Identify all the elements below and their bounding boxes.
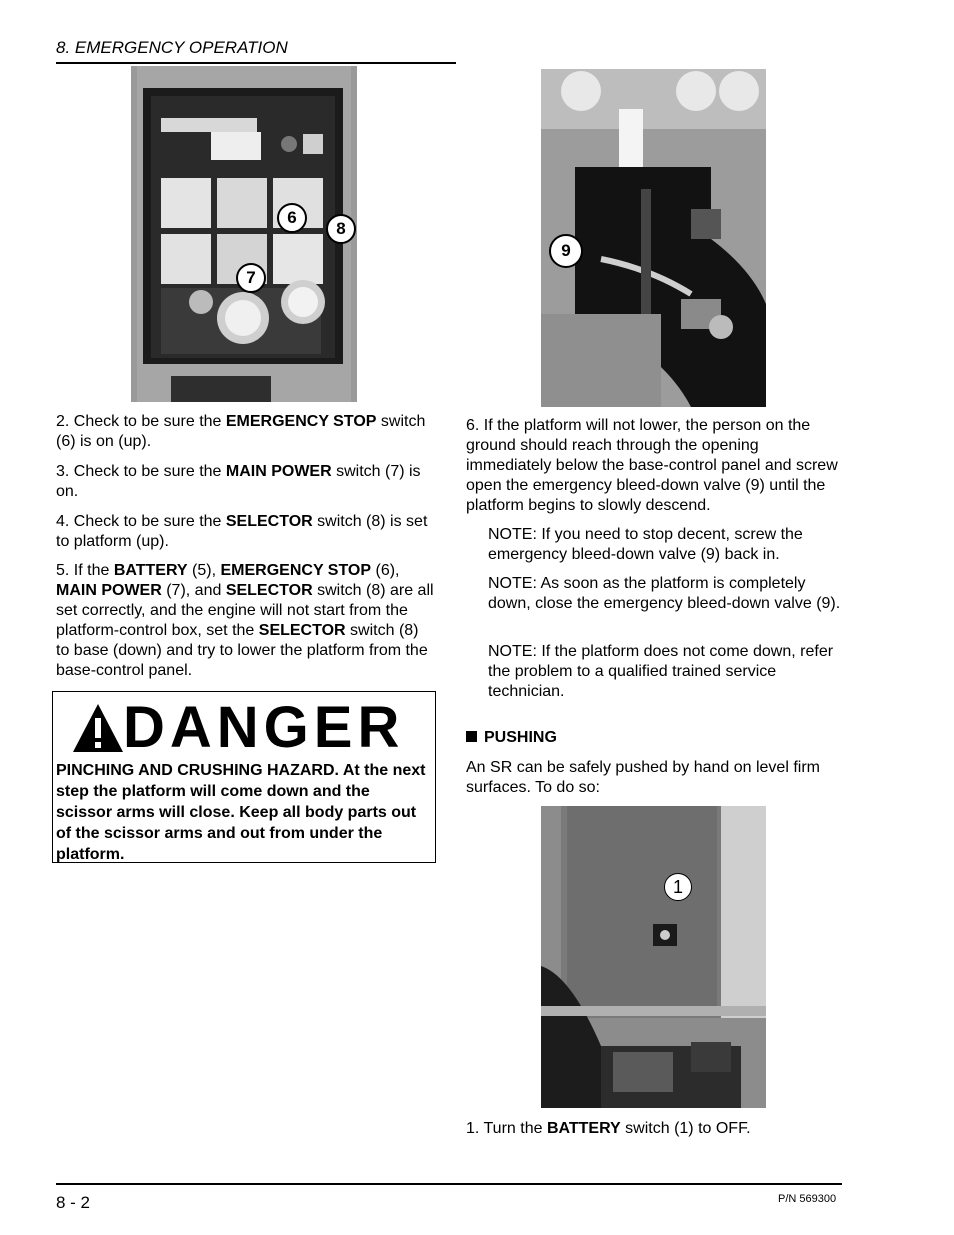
callout-label: 6: [287, 208, 297, 227]
part-number: P/N 569300: [778, 1193, 837, 1205]
note-stop-decent: NOTE: If you need to stop decent, screw the emergency bleed-down valve (9) back in.: [488, 526, 803, 563]
section-title: 8. EMERGENCY OPERATION: [56, 38, 288, 57]
pushing-heading-text: PUSHING: [484, 729, 557, 746]
danger-heading: DANGER: [123, 695, 405, 760]
pushing-heading: [466, 729, 557, 747]
step-4-text-end: switch (8) is set to platform (up).: [56, 513, 428, 550]
step-2-text-end: switch (6) is on (up).: [56, 413, 426, 450]
callout-8: [326, 214, 356, 244]
emergency-stop-label: EMERGENCY STOP: [220, 562, 372, 579]
main-power-label: MAIN POWER: [225, 463, 332, 480]
battery-label: BATTERY: [113, 562, 188, 579]
step-5-text: 5. If the: [56, 562, 114, 579]
page-number: 8 - 2: [56, 1193, 91, 1212]
step-4: [56, 512, 436, 552]
battery-label: BATTERY: [546, 1120, 621, 1137]
control-panel-photo: [131, 66, 357, 402]
control-panel-illustration: [131, 66, 357, 402]
callout-label: 8: [336, 219, 346, 238]
step-1-text-end: switch (1) to OFF.: [620, 1120, 751, 1137]
main-power-label: MAIN POWER: [56, 582, 162, 599]
warning-triangle-icon: [71, 702, 125, 754]
battery-switch-photo: [541, 806, 766, 1108]
step-5: [56, 561, 436, 681]
step-5-text: switch (8) are all set correctly, and the engine will not start from the platform-control box, set the: [56, 582, 434, 639]
callout-7: [236, 263, 266, 293]
step-5-text: (6),: [371, 562, 400, 579]
header-rule: [56, 62, 456, 64]
step-5-text: (5),: [187, 562, 221, 579]
pushing-text: An SR can be safely pushed by hand on level firm surfaces. To do so:: [466, 759, 820, 796]
step-3: [56, 462, 436, 502]
emergency-stop-label: EMERGENCY STOP: [225, 413, 377, 430]
battery-illustration: [541, 806, 766, 1108]
step-4-text: 4. Check to be sure the: [56, 513, 226, 530]
step-1-battery-off: [466, 1119, 846, 1139]
selector-label: SELECTOR: [225, 582, 313, 599]
step-5-text: (7), and: [161, 582, 226, 599]
bleed-down-valve-photo: [541, 69, 766, 407]
callout-9: [549, 234, 583, 268]
danger-box: [52, 691, 436, 863]
step-3-text-end: switch (7) is on.: [56, 463, 421, 500]
callout-label: 9: [561, 241, 571, 260]
step-2-text: 2. Check to be sure the: [56, 413, 226, 430]
footer-rule: [56, 1183, 842, 1185]
callout-1: [664, 873, 692, 901]
note-service-technician: NOTE: If the platform does not come down, refer the problem to a qualified trained service technician.: [488, 643, 834, 700]
step-3-text: 3. Check to be sure the: [56, 463, 226, 480]
danger-message: PINCHING AND CRUSHING HAZARD. At the next step the platform will come down and the scissor arms will close. Keep all body parts out of the scissor arms and out from under the platform.: [56, 762, 426, 863]
square-bullet-icon: [466, 731, 477, 742]
step-5-text: switch (8) to base (down) and try to lower the platform from the base-control panel.: [56, 622, 428, 679]
step-1-text: 1. Turn the: [466, 1120, 547, 1137]
step-6: 6. If the platform will not lower, the person on the ground should reach through the opening immediately below the base-control panel and screw open the emergency bleed-down valve (9) until the platform begins to slowly descend.: [466, 417, 838, 514]
callout-6: [277, 203, 307, 233]
selector-label: SELECTOR: [258, 622, 346, 639]
callout-label: 7: [246, 268, 256, 287]
step-2: [56, 412, 436, 452]
note-close-valve: NOTE: As soon as the platform is completely down, close the emergency bleed-down valve (9).: [488, 575, 841, 612]
selector-label: SELECTOR: [225, 513, 313, 530]
callout-label: 1: [672, 877, 683, 897]
